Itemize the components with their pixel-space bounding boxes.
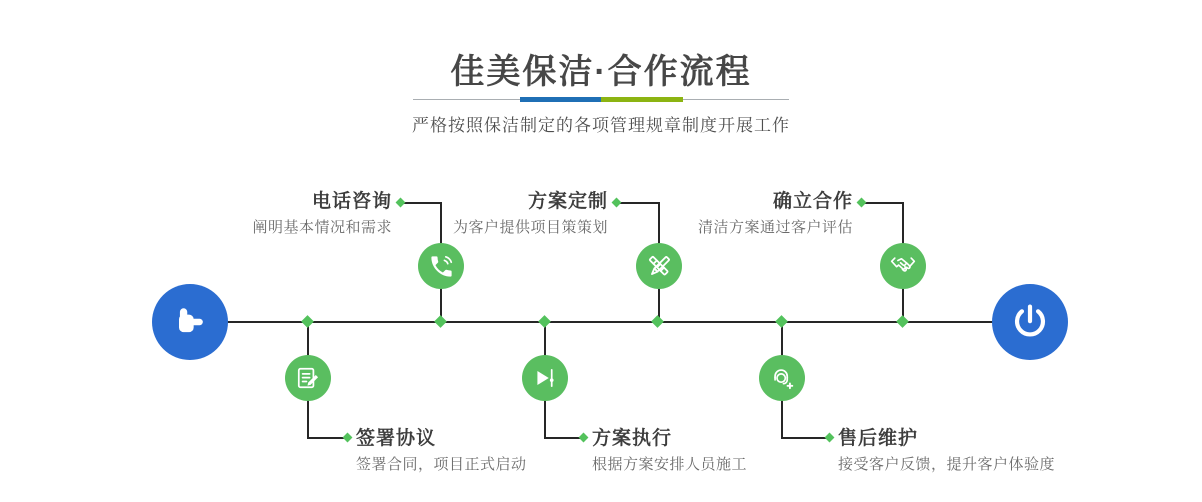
phone-icon (428, 253, 455, 280)
step-title: 方案执行 (592, 428, 673, 449)
headset-plus-icon (769, 365, 796, 392)
label-diamond (396, 198, 406, 208)
label-diamond (612, 198, 622, 208)
page-title: 佳美保洁·合作流程 (450, 53, 752, 91)
step-sign (356, 427, 527, 477)
step-node-sign (285, 355, 331, 401)
step-title: 售后维护 (838, 428, 919, 449)
label-diamond (857, 198, 867, 208)
step-title: 电话咨询 (311, 191, 392, 212)
step-description: 接受客户反馈，提升客户体验度 (838, 456, 1056, 473)
junction-diamond (538, 315, 551, 328)
connector-line (781, 437, 830, 439)
page-subtitle: 严格按照保洁制定的各项管理规章制度开展工作 (412, 116, 790, 135)
connector-line (861, 202, 904, 204)
step-design (453, 190, 608, 240)
step-description: 清洁方案通过客户评估 (697, 219, 853, 236)
step-node-execute (522, 355, 568, 401)
title-divider-green-segment (601, 97, 683, 102)
step-service (838, 427, 1055, 477)
step-description: 为客户提供项目策策划 (452, 219, 608, 236)
junction-diamond (651, 315, 664, 328)
pointing-hand-icon (168, 300, 212, 344)
handshake-icon (889, 252, 917, 280)
label-diamond (343, 433, 353, 443)
junction-diamond (896, 315, 909, 328)
step-title: 方案定制 (527, 191, 608, 212)
step-execute (592, 427, 747, 477)
connector-line (400, 202, 442, 204)
step-title: 签署协议 (356, 428, 437, 449)
junction-diamond (301, 315, 314, 328)
step-node-cooperation (880, 243, 926, 289)
power-icon (1009, 301, 1051, 343)
step-description: 根据方案安排人员施工 (592, 456, 748, 473)
play-slider-icon (532, 365, 558, 391)
step-title: 确立合作 (772, 191, 853, 212)
connector-line (616, 202, 660, 204)
step-description: 签署合同，项目正式启动 (356, 456, 527, 473)
end-node (992, 284, 1068, 360)
label-diamond (825, 433, 835, 443)
step-node-service (759, 355, 805, 401)
step-cooperation (698, 190, 853, 240)
step-node-design (636, 243, 682, 289)
pen-ruler-icon (646, 253, 673, 280)
label-diamond (579, 433, 589, 443)
title-divider-blue-segment (520, 97, 601, 102)
step-description: 阐明基本情况和需求 (252, 219, 392, 236)
junction-diamond (775, 315, 788, 328)
junction-diamond (434, 315, 447, 328)
start-node (152, 284, 228, 360)
document-sign-icon (295, 365, 321, 391)
step-node-phone (418, 243, 464, 289)
step-phone (252, 190, 392, 240)
